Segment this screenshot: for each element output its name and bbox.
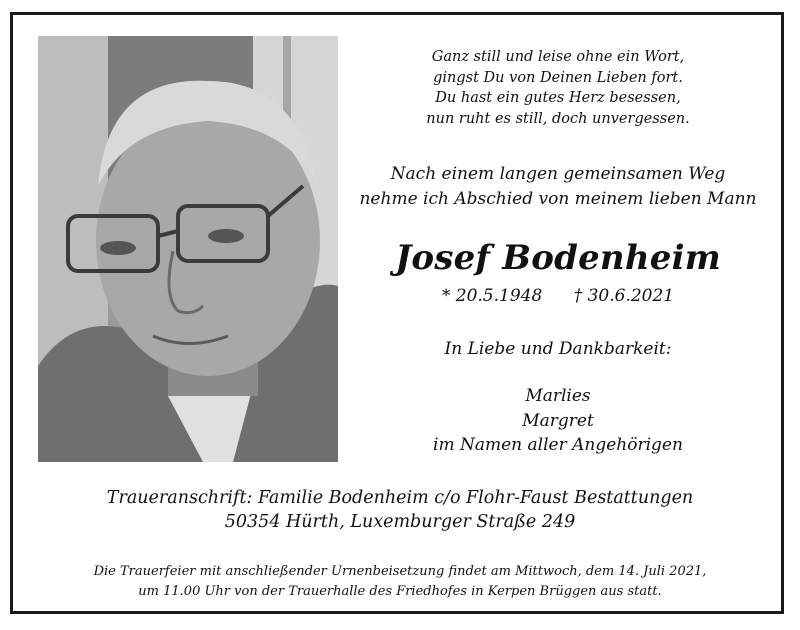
death-date: † 30.6.2021 bbox=[573, 286, 675, 306]
mourners-list bbox=[348, 384, 768, 458]
notice-line: um 11.00 Uhr von der Trauerhalle des Friedhofes in Kerpen Brüggen aus statt. bbox=[138, 584, 662, 599]
poem-verse bbox=[348, 47, 768, 129]
mourning-address bbox=[40, 486, 760, 534]
deceased-name: Josef Bodenheim bbox=[395, 238, 721, 278]
poem-line: Ganz still und leise ohne ein Wort, bbox=[431, 49, 685, 65]
portrait-photo bbox=[38, 36, 338, 462]
notice-line: Die Trauerfeier mit anschließender Urnenbeisetzung findet am Mittwoch, dem 14. Juli 2021, bbox=[93, 564, 707, 579]
mourner-name: Margret bbox=[522, 410, 594, 431]
intro-line: nehme ich Abschied von meinem lieben Mann bbox=[359, 188, 757, 209]
address-line: Traueranschrift: Familie Bodenheim c/o Flohr-Faust Bestattungen bbox=[106, 488, 694, 508]
poem-line: gingst Du von Deinen Lieben fort. bbox=[433, 69, 683, 86]
birth-date: * 20.5.1948 bbox=[441, 286, 543, 306]
life-dates bbox=[348, 285, 768, 307]
poem-line: Du hast ein gutes Herz besessen, bbox=[435, 90, 681, 106]
thanks-line: In Liebe und Dankbarkeit: bbox=[444, 339, 672, 359]
address-line: 50354 Hürth, Luxemburger Straße 249 bbox=[224, 512, 576, 532]
poem-line: nun ruht es still, doch unvergessen. bbox=[426, 110, 690, 127]
farewell-intro bbox=[348, 162, 768, 211]
mourner-name: im Namen aller Angehörigen bbox=[433, 435, 683, 455]
mourner-name: Marlies bbox=[525, 386, 591, 406]
funeral-notice bbox=[40, 562, 760, 602]
intro-line: Nach einem langen gemeinsamen Weg bbox=[390, 164, 726, 184]
portrait-illustration bbox=[38, 36, 338, 462]
